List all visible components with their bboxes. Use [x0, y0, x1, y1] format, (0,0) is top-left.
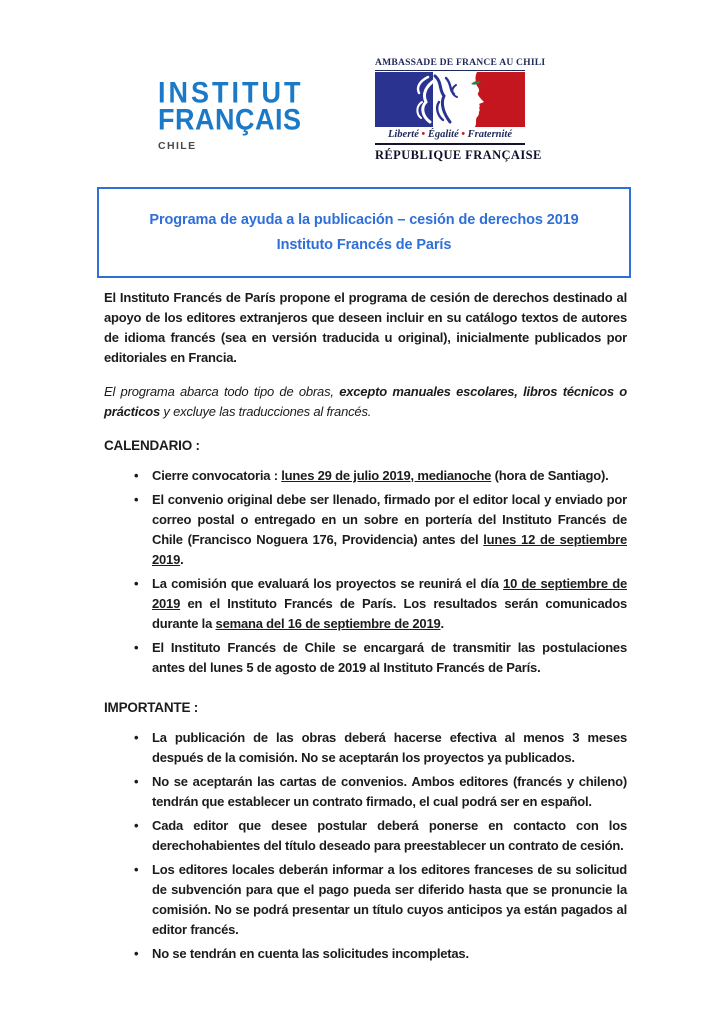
text-segment: • — [458, 129, 468, 140]
institut-logo-line1: INSTITUT — [158, 76, 304, 110]
list-item — [104, 772, 627, 812]
text-segment: lunes 29 de julio 2019, medianoche — [281, 468, 492, 483]
list-item — [104, 466, 627, 486]
embassy-logo — [375, 57, 546, 163]
text-segment: Cierre convocatoria : — [152, 468, 282, 483]
text-segment: y excluye las traducciones al francés. — [160, 404, 372, 419]
text-segment: lunes 12 de septiembre 2019 — [152, 532, 627, 567]
list-item — [104, 490, 627, 570]
embassy-republic-label: RÉPUBLIQUE FRANÇAISE — [375, 148, 542, 162]
scope-paragraph — [104, 382, 627, 422]
text-segment: No se aceptarán las cartas de convenios. Ambos editores (francés y chileno) tendrán que establecer un contrato firmado, el cual podrá ser en español. — [152, 774, 627, 809]
importante-heading: IMPORTANTE : — [104, 700, 199, 715]
document-title-line1: Programa de ayuda a la publicación – cesión de derechos 2019 — [149, 211, 579, 228]
text-segment: Égalité — [427, 129, 459, 140]
text-segment: Cada editor que desee postular deberá ponerse en contacto con los derechohabientes del título deseado para preestablecer un contrato de cesión. — [152, 818, 627, 853]
text-segment: . — [440, 616, 444, 631]
list-item — [104, 574, 627, 634]
list-item — [104, 816, 627, 856]
institut-logo-country: CHILE — [158, 140, 197, 152]
text-segment: • — [418, 129, 428, 140]
importante-list — [104, 728, 627, 964]
text-segment: . — [180, 552, 184, 567]
text-segment: 10 de septiembre de 2019 — [152, 576, 627, 611]
text-segment: excepto manuales escolares, libros técnicos o prácticos — [104, 384, 627, 419]
text-segment: No se tendrán en cuenta las solicitudes incompletas. — [152, 946, 469, 961]
text-segment: Liberté — [387, 129, 419, 140]
institut-francais-wordmark — [158, 76, 318, 137]
calendario-list — [104, 466, 627, 678]
text-segment: El Instituto Francés de Chile se encargará de transmitir las postulaciones antes del lunes 5 de agosto de 2019 al Instituto Francés de París. — [152, 640, 627, 675]
embassy-title: AMBASSADE DE FRANCE AU CHILI — [375, 57, 525, 71]
list-item — [104, 944, 627, 964]
institut-logo-line2: FRANÇAIS — [158, 103, 302, 137]
text-segment: Fraternité — [467, 129, 513, 140]
list-item — [104, 638, 627, 678]
french-flag-marianne-icon — [375, 72, 525, 127]
text-segment: en el Instituto Francés de París. Los resultados serán comunicados durante la — [152, 596, 627, 631]
text-segment: La comisión que evaluará los proyectos se reunirá el día — [152, 576, 504, 591]
title-box — [97, 187, 631, 278]
text-segment: El programa abarca todo tipo de obras, — [104, 384, 340, 399]
text-segment: semana del 16 de septiembre de 2019 — [215, 616, 441, 631]
list-item — [104, 728, 627, 768]
embassy-motto — [375, 129, 525, 145]
intro-paragraph: El Instituto Francés de París propone el programa de cesión de derechos destinado al apoyo de los editores extranjeros que deseen incluir en su catálogo textos de autores de idioma francés (sea en versión traducida u original), inicialmente publicados por editoriales en Francia. — [104, 290, 627, 365]
text-segment: Los editores locales deberán informar a los editores franceses de su solicitud de subvención para que el pago pueda ser diferido hasta que se pronuncie la comisión. No se podrá presentar un título cuyos anticipos ya están pagados al editor francés. — [152, 862, 627, 937]
text-segment: El convenio original debe ser llenado, firmado por el editor local y enviado por correo postal o entregado en un sobre en portería del Instituto Francés de Chile (Francisco Noguera 176, Providencia) antes del — [152, 492, 627, 547]
text-segment: (hora de Santiago). — [491, 468, 609, 483]
document-body — [104, 288, 627, 968]
institut-francais-logo — [158, 76, 318, 152]
calendario-heading: CALENDARIO : — [104, 438, 200, 453]
document-title-line2: Instituto Francés de París — [276, 236, 452, 253]
text-segment: La publicación de las obras deberá hacerse efectiva al menos 3 meses después de la comisión. No se aceptarán los proyectos ya publicados. — [152, 730, 627, 765]
list-item — [104, 860, 627, 940]
